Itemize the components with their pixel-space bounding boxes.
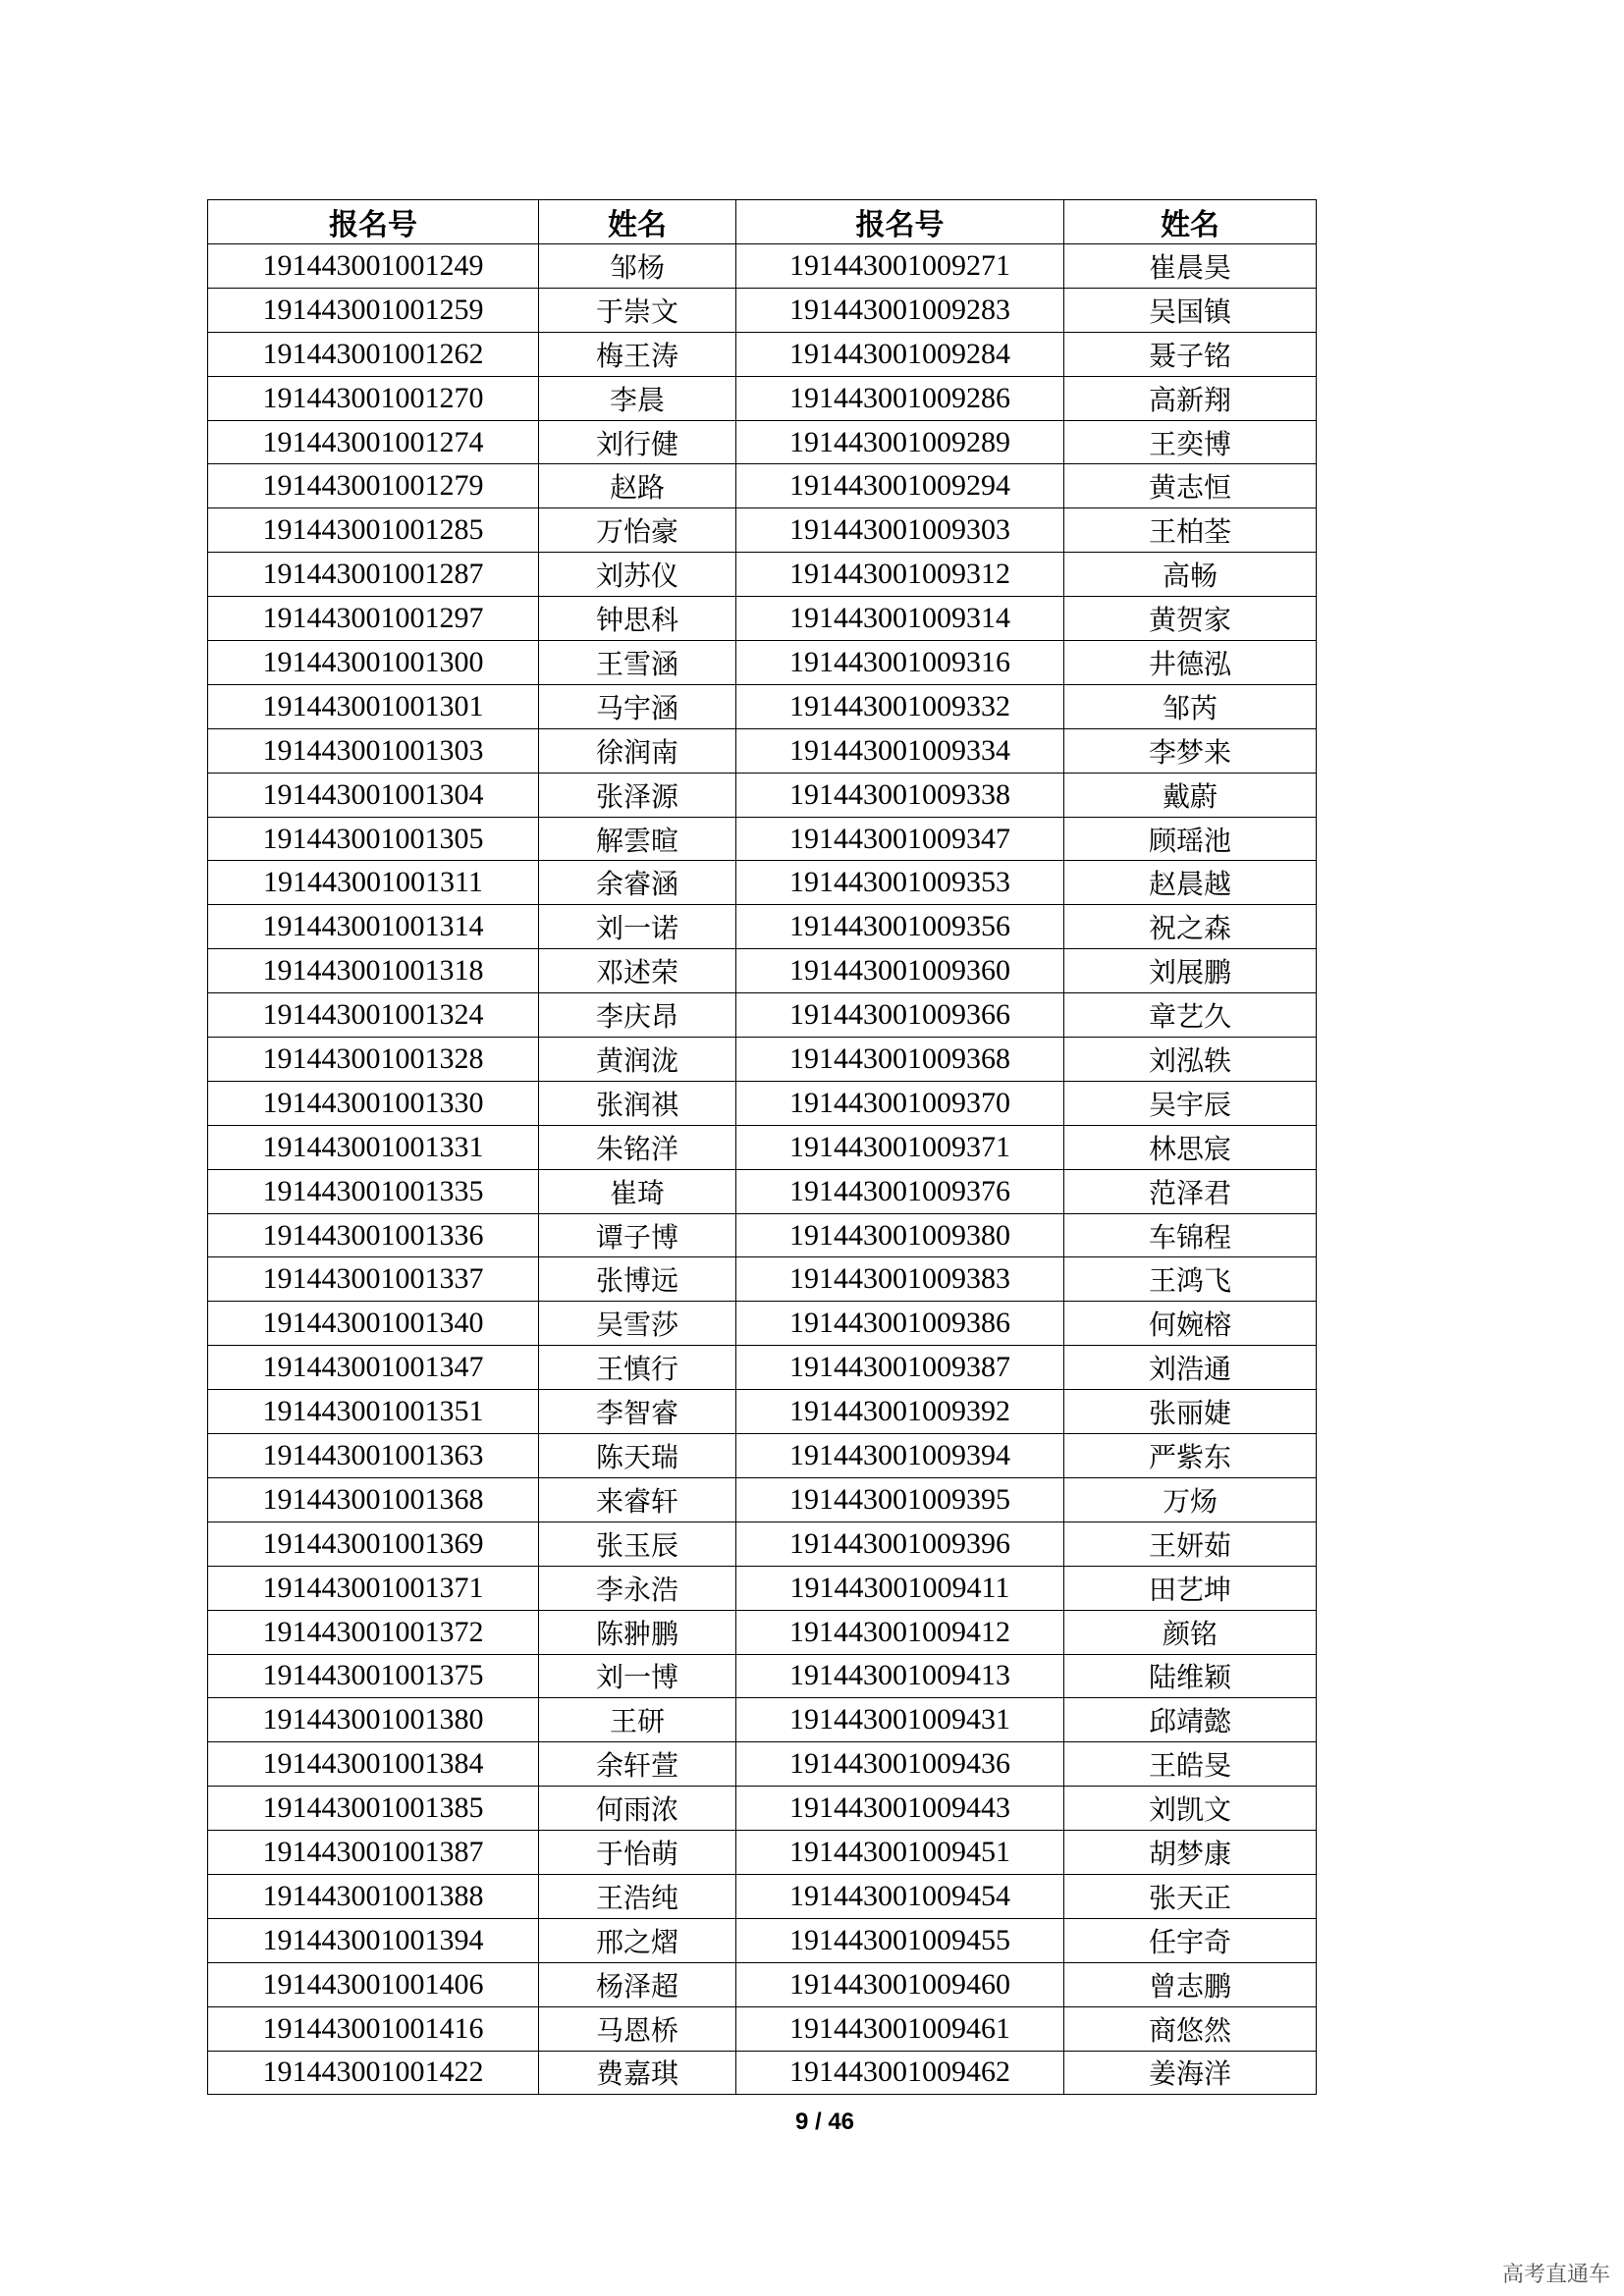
table-row <box>208 553 1317 597</box>
name-cell: 井德泓 <box>1064 641 1317 685</box>
registration-number-cell: 191443001001375 <box>208 1654 539 1698</box>
registration-number-cell: 191443001001416 <box>208 2006 539 2051</box>
registration-number-cell: 191443001001262 <box>208 332 539 376</box>
table-row <box>208 597 1317 641</box>
registration-number-cell: 191443001009394 <box>736 1434 1064 1478</box>
table-row <box>208 420 1317 464</box>
registration-number-cell: 191443001009370 <box>736 1081 1064 1125</box>
registration-number-cell: 191443001001318 <box>208 949 539 993</box>
registration-number-cell: 191443001001331 <box>208 1125 539 1169</box>
name-cell: 陈天瑞 <box>539 1434 736 1478</box>
name-cell: 聂子铭 <box>1064 332 1317 376</box>
name-cell: 于崇文 <box>539 288 736 332</box>
registration-number-cell: 191443001009368 <box>736 1038 1064 1082</box>
table-row <box>208 288 1317 332</box>
registration-number-cell: 191443001001335 <box>208 1169 539 1213</box>
name-cell: 高新翔 <box>1064 376 1317 420</box>
registration-number-cell: 191443001001270 <box>208 376 539 420</box>
name-cell: 车锦程 <box>1064 1213 1317 1257</box>
name-cell: 邱靖懿 <box>1064 1698 1317 1742</box>
table-row <box>208 684 1317 728</box>
name-cell: 曾志鹏 <box>1064 1962 1317 2006</box>
name-cell: 黄贺家 <box>1064 597 1317 641</box>
registration-number-cell: 191443001001324 <box>208 993 539 1038</box>
table-row <box>208 2006 1317 2051</box>
table-row <box>208 993 1317 1038</box>
table-row <box>208 1477 1317 1522</box>
table-row <box>208 1038 1317 1082</box>
registration-number-cell: 191443001009383 <box>736 1257 1064 1302</box>
name-cell: 刘一博 <box>539 1654 736 1698</box>
registration-number-cell: 191443001001388 <box>208 1874 539 1918</box>
table-row <box>208 1566 1317 1610</box>
registration-number-cell: 191443001009366 <box>736 993 1064 1038</box>
table-row <box>208 773 1317 817</box>
name-cell: 徐润南 <box>539 728 736 773</box>
table-row <box>208 244 1317 289</box>
table-row <box>208 2051 1317 2095</box>
name-cell: 余轩萱 <box>539 1742 736 1787</box>
name-cell: 钟思科 <box>539 597 736 641</box>
name-cell: 吴雪莎 <box>539 1302 736 1346</box>
name-cell: 马恩桥 <box>539 2006 736 2051</box>
registration-number-cell: 191443001001279 <box>208 464 539 508</box>
registration-number-cell: 191443001009454 <box>736 1874 1064 1918</box>
name-cell: 张泽源 <box>539 773 736 817</box>
registration-number-cell: 191443001001297 <box>208 597 539 641</box>
registration-number-cell: 191443001009356 <box>736 905 1064 949</box>
registration-number-cell: 191443001001387 <box>208 1831 539 1875</box>
name-cell: 李晨 <box>539 376 736 420</box>
header-registration-number-2: 报名号 <box>736 200 1064 244</box>
registration-number-cell: 191443001001301 <box>208 684 539 728</box>
name-cell: 谭子博 <box>539 1213 736 1257</box>
registration-number-cell: 191443001001340 <box>208 1302 539 1346</box>
name-cell: 邹芮 <box>1064 684 1317 728</box>
registration-number-cell: 191443001001422 <box>208 2051 539 2095</box>
table-row <box>208 1213 1317 1257</box>
table-row <box>208 1125 1317 1169</box>
registration-number-cell: 191443001009338 <box>736 773 1064 817</box>
name-cell: 李智睿 <box>539 1390 736 1434</box>
registration-number-cell: 191443001001372 <box>208 1610 539 1654</box>
name-cell: 章艺久 <box>1064 993 1317 1038</box>
table-row <box>208 861 1317 905</box>
name-cell: 商悠然 <box>1064 2006 1317 2051</box>
registration-number-cell: 191443001001249 <box>208 244 539 289</box>
registration-number-cell: 191443001009360 <box>736 949 1064 993</box>
name-cell: 崔晨昊 <box>1064 244 1317 289</box>
name-cell: 邹杨 <box>539 244 736 289</box>
name-cell: 邢之熠 <box>539 1918 736 1962</box>
name-cell: 张丽婕 <box>1064 1390 1317 1434</box>
name-cell: 马宇涵 <box>539 684 736 728</box>
name-cell: 王雪涵 <box>539 641 736 685</box>
name-cell: 刘苏仪 <box>539 553 736 597</box>
registration-number-cell: 191443001001371 <box>208 1566 539 1610</box>
registration-number-cell: 191443001001369 <box>208 1522 539 1566</box>
table-row <box>208 1610 1317 1654</box>
name-cell: 高畅 <box>1064 553 1317 597</box>
registration-number-cell: 191443001009462 <box>736 2051 1064 2095</box>
registration-number-cell: 191443001009314 <box>736 597 1064 641</box>
page-number: 9 / 46 <box>794 2109 855 2135</box>
table-row <box>208 464 1317 508</box>
registration-number-cell: 191443001009412 <box>736 1610 1064 1654</box>
table-row <box>208 1698 1317 1742</box>
registration-number-cell: 191443001009347 <box>736 817 1064 861</box>
name-cell: 张博远 <box>539 1257 736 1302</box>
name-cell: 余睿涵 <box>539 861 736 905</box>
registration-number-cell: 191443001009371 <box>736 1125 1064 1169</box>
table-row <box>208 508 1317 553</box>
header-registration-number-1: 报名号 <box>208 200 539 244</box>
table-header-row <box>208 200 1317 244</box>
table-row <box>208 1787 1317 1831</box>
registration-number-cell: 191443001001314 <box>208 905 539 949</box>
table-row <box>208 1522 1317 1566</box>
registration-number-cell: 191443001001305 <box>208 817 539 861</box>
table-row <box>208 332 1317 376</box>
name-cell: 吴国镇 <box>1064 288 1317 332</box>
registration-number-cell: 191443001009332 <box>736 684 1064 728</box>
registration-number-cell: 191443001001287 <box>208 553 539 597</box>
name-cell: 朱铭洋 <box>539 1125 736 1169</box>
name-cell: 张天正 <box>1064 1874 1317 1918</box>
registration-number-cell: 191443001009376 <box>736 1169 1064 1213</box>
name-cell: 张润祺 <box>539 1081 736 1125</box>
registration-number-cell: 191443001001385 <box>208 1787 539 1831</box>
registration-number-cell: 191443001009431 <box>736 1698 1064 1742</box>
name-cell: 林思宸 <box>1064 1125 1317 1169</box>
name-cell: 邓述荣 <box>539 949 736 993</box>
name-cell: 黄润泷 <box>539 1038 736 1082</box>
registration-number-cell: 191443001009353 <box>736 861 1064 905</box>
registration-number-cell: 191443001009436 <box>736 1742 1064 1787</box>
registration-number-cell: 191443001001336 <box>208 1213 539 1257</box>
registration-number-cell: 191443001009380 <box>736 1213 1064 1257</box>
name-cell: 王妍茹 <box>1064 1522 1317 1566</box>
table-row <box>208 1434 1317 1478</box>
table-row <box>208 1169 1317 1213</box>
registration-number-cell: 191443001009334 <box>736 728 1064 773</box>
table-row <box>208 905 1317 949</box>
registration-number-cell: 191443001009455 <box>736 1918 1064 1962</box>
registration-number-cell: 191443001001330 <box>208 1081 539 1125</box>
registration-number-cell: 191443001009283 <box>736 288 1064 332</box>
name-cell: 张玉辰 <box>539 1522 736 1566</box>
registration-number-cell: 191443001009316 <box>736 641 1064 685</box>
registration-number-cell: 191443001009392 <box>736 1390 1064 1434</box>
name-cell: 李永浩 <box>539 1566 736 1610</box>
name-cell: 姜海洋 <box>1064 2051 1317 2095</box>
table-row <box>208 949 1317 993</box>
name-cell: 田艺坤 <box>1064 1566 1317 1610</box>
registration-number-cell: 191443001001384 <box>208 1742 539 1787</box>
registration-number-cell: 191443001001303 <box>208 728 539 773</box>
registration-number-cell: 191443001001259 <box>208 288 539 332</box>
name-cell: 颜铭 <box>1064 1610 1317 1654</box>
table-row <box>208 1654 1317 1698</box>
table-row <box>208 1962 1317 2006</box>
registration-number-cell: 191443001001285 <box>208 508 539 553</box>
name-cell: 刘凯文 <box>1064 1787 1317 1831</box>
name-cell: 陈翀鹏 <box>539 1610 736 1654</box>
registration-number-cell: 191443001009284 <box>736 332 1064 376</box>
table-row <box>208 1302 1317 1346</box>
table-row <box>208 1831 1317 1875</box>
name-cell: 解雲暄 <box>539 817 736 861</box>
registration-number-cell: 191443001001347 <box>208 1346 539 1390</box>
registration-number-cell: 191443001001274 <box>208 420 539 464</box>
name-cell: 王研 <box>539 1698 736 1742</box>
table-row <box>208 728 1317 773</box>
registration-number-cell: 191443001009396 <box>736 1522 1064 1566</box>
name-cell: 陆维颖 <box>1064 1654 1317 1698</box>
table-row <box>208 1346 1317 1390</box>
name-cell: 万炀 <box>1064 1477 1317 1522</box>
table-row <box>208 1081 1317 1125</box>
name-cell: 于怡萌 <box>539 1831 736 1875</box>
name-cell: 何雨浓 <box>539 1787 736 1831</box>
name-cell: 刘一诺 <box>539 905 736 949</box>
name-cell: 王柏荃 <box>1064 508 1317 553</box>
registration-number-cell: 191443001001368 <box>208 1477 539 1522</box>
table-row <box>208 641 1317 685</box>
name-cell: 戴蔚 <box>1064 773 1317 817</box>
name-cell: 刘展鹏 <box>1064 949 1317 993</box>
name-cell: 赵路 <box>539 464 736 508</box>
name-cell: 胡梦康 <box>1064 1831 1317 1875</box>
name-cell: 吴宇辰 <box>1064 1081 1317 1125</box>
name-cell: 范泽君 <box>1064 1169 1317 1213</box>
name-cell: 赵晨越 <box>1064 861 1317 905</box>
table-row <box>208 1874 1317 1918</box>
name-cell: 万怡豪 <box>539 508 736 553</box>
name-cell: 李梦来 <box>1064 728 1317 773</box>
table-row <box>208 1257 1317 1302</box>
name-cell: 费嘉琪 <box>539 2051 736 2095</box>
registration-number-cell: 191443001001363 <box>208 1434 539 1478</box>
registration-number-cell: 191443001009303 <box>736 508 1064 553</box>
name-cell: 崔琦 <box>539 1169 736 1213</box>
table-row <box>208 1742 1317 1787</box>
name-cell: 王皓旻 <box>1064 1742 1317 1787</box>
name-cell: 杨泽超 <box>539 1962 736 2006</box>
name-cell: 任宇奇 <box>1064 1918 1317 1962</box>
name-cell: 何婉榕 <box>1064 1302 1317 1346</box>
registration-number-cell: 191443001001328 <box>208 1038 539 1082</box>
name-cell: 来睿轩 <box>539 1477 736 1522</box>
registration-number-cell: 191443001009461 <box>736 2006 1064 2051</box>
registration-number-cell: 191443001009289 <box>736 420 1064 464</box>
name-cell: 祝之森 <box>1064 905 1317 949</box>
registration-number-cell: 191443001009443 <box>736 1787 1064 1831</box>
registration-number-cell: 191443001009386 <box>736 1302 1064 1346</box>
registration-number-cell: 191443001009271 <box>736 244 1064 289</box>
registration-number-cell: 191443001009395 <box>736 1477 1064 1522</box>
name-cell: 李庆昂 <box>539 993 736 1038</box>
registration-number-cell: 191443001001300 <box>208 641 539 685</box>
table-row <box>208 1918 1317 1962</box>
registration-number-cell: 191443001009286 <box>736 376 1064 420</box>
name-cell: 王浩纯 <box>539 1874 736 1918</box>
header-name-1: 姓名 <box>539 200 736 244</box>
name-cell: 顾瑶池 <box>1064 817 1317 861</box>
watermark: 高考直通车 <box>1501 2263 1610 2287</box>
registration-number-cell: 191443001001304 <box>208 773 539 817</box>
registration-number-cell: 191443001001337 <box>208 1257 539 1302</box>
registration-number-cell: 191443001009411 <box>736 1566 1064 1610</box>
registration-number-cell: 191443001009460 <box>736 1962 1064 2006</box>
table-row <box>208 817 1317 861</box>
registration-number-cell: 191443001009413 <box>736 1654 1064 1698</box>
name-cell: 严紫东 <box>1064 1434 1317 1478</box>
registration-number-cell: 191443001009451 <box>736 1831 1064 1875</box>
table-row <box>208 1390 1317 1434</box>
registration-number-cell: 191443001001380 <box>208 1698 539 1742</box>
name-cell: 王奕博 <box>1064 420 1317 464</box>
name-cell: 王慎行 <box>539 1346 736 1390</box>
name-cell: 王鸿飞 <box>1064 1257 1317 1302</box>
registration-number-cell: 191443001001394 <box>208 1918 539 1962</box>
registration-number-cell: 191443001001351 <box>208 1390 539 1434</box>
name-cell: 刘泓轶 <box>1064 1038 1317 1082</box>
registration-number-cell: 191443001001406 <box>208 1962 539 2006</box>
name-cell: 梅王涛 <box>539 332 736 376</box>
name-cell: 刘浩通 <box>1064 1346 1317 1390</box>
name-cell: 黄志恒 <box>1064 464 1317 508</box>
registration-table <box>207 199 1317 2095</box>
registration-number-cell: 191443001009387 <box>736 1346 1064 1390</box>
header-name-2: 姓名 <box>1064 200 1317 244</box>
table-body <box>208 244 1317 2095</box>
name-cell: 刘行健 <box>539 420 736 464</box>
table-row <box>208 376 1317 420</box>
registration-number-cell: 191443001009312 <box>736 553 1064 597</box>
registration-number-cell: 191443001001311 <box>208 861 539 905</box>
registration-number-cell: 191443001009294 <box>736 464 1064 508</box>
